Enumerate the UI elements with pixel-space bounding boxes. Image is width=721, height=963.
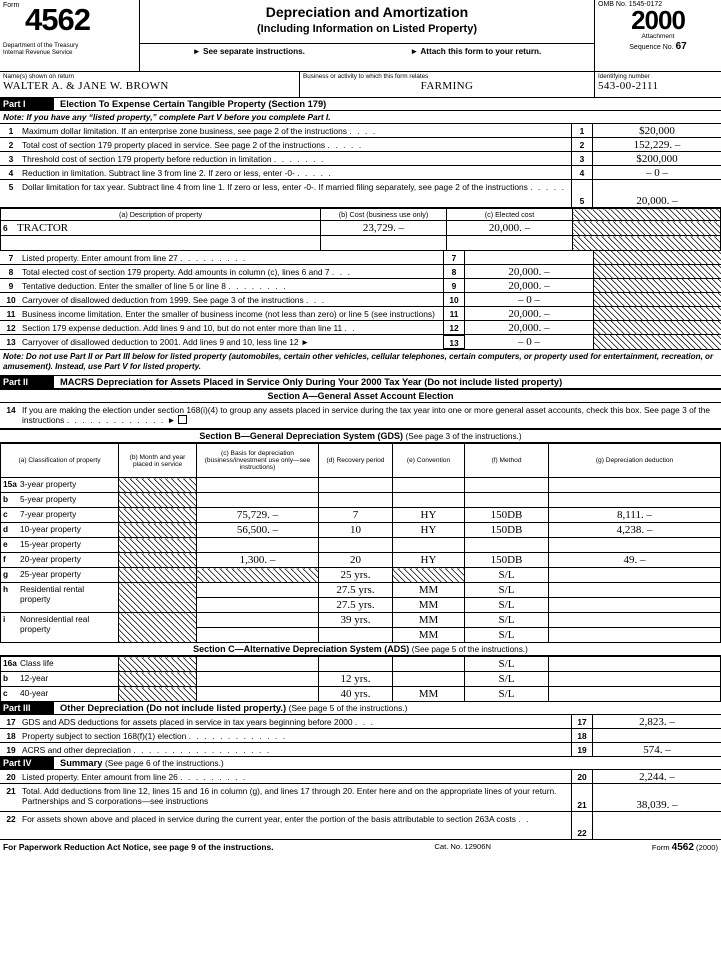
line-21-amount[interactable]: 38,039. – bbox=[636, 799, 678, 811]
row-15g-month-year bbox=[119, 568, 197, 583]
property-row[interactable] bbox=[1, 236, 721, 251]
row-15d-basis[interactable]: 56,500. – bbox=[197, 523, 319, 538]
taxpayer-name-label: Name(s) shown on return bbox=[3, 73, 75, 80]
part-1-bar bbox=[0, 98, 721, 111]
line-17-amount[interactable]: 2,823. – bbox=[639, 716, 675, 728]
row-15g-deduction[interactable] bbox=[549, 568, 721, 583]
table-row[interactable] bbox=[1, 613, 721, 628]
line-14-text: If you are making the election under section 168(i)(4) to group any assets placed in service during the tax year into one or more general asset accounts, check this box. See page 3 of the instructions . . . . . . . . . . . . . ► bbox=[22, 404, 711, 425]
line-12-text: Section 179 expense deduction. Add lines 9 and 10, but do not enter more than line 11 . . bbox=[22, 322, 357, 333]
form-title-block bbox=[140, 0, 595, 71]
part-2-title: MACRS Depreciation for Assets Placed in Service Only During Your 2000 Tax Year (Do not include listed property) bbox=[60, 376, 563, 387]
row-16c-deduction[interactable] bbox=[549, 687, 721, 702]
col-a-header: (a) Description of property bbox=[1, 209, 321, 221]
shaded-cell bbox=[593, 321, 721, 334]
catalog-number: Cat. No. 12906N bbox=[434, 842, 491, 851]
section-a-label: Section A—General Asset Account Election bbox=[0, 389, 721, 403]
row-15a-basis[interactable] bbox=[197, 478, 319, 493]
part-4-title: Summary (See page 6 of the instructions.) bbox=[60, 758, 224, 768]
row-16c-month-year bbox=[119, 687, 197, 702]
row-16a-month-year bbox=[119, 657, 197, 672]
dept-line-1: Department of the Treasury bbox=[3, 42, 79, 49]
row-15c-month-year bbox=[119, 508, 197, 523]
row-16b-label: b 12-year bbox=[1, 672, 119, 687]
section-b-table bbox=[0, 443, 721, 643]
row-16a-basis[interactable] bbox=[197, 657, 319, 672]
taxpayer-name-value: WALTER A. & JANE W. BROWN bbox=[3, 80, 169, 92]
row-16a-label: 16a Class life bbox=[1, 657, 119, 672]
part-3-bar bbox=[0, 702, 721, 715]
line-13-number: 13 bbox=[6, 336, 16, 347]
identifying-number-value: 543-00-2111 bbox=[598, 80, 659, 92]
line-1-text: Maximum dollar limitation. If an enterprise zone business, see page 2 of the instructions . . . . bbox=[22, 125, 377, 136]
row-15b-label: b 5-year property bbox=[1, 493, 119, 508]
line-3 bbox=[0, 152, 721, 166]
line-5 bbox=[0, 180, 721, 208]
row-16c-label: c 40-year bbox=[1, 687, 119, 702]
row-15i-convention[interactable]: MM bbox=[393, 613, 465, 628]
property-row-2-elected[interactable] bbox=[447, 236, 573, 251]
part-1-lines-1-5 bbox=[0, 124, 721, 208]
line-9 bbox=[0, 279, 721, 293]
line-13-amount[interactable]: – 0 – bbox=[518, 336, 540, 348]
line-2-box: 2 bbox=[571, 138, 593, 151]
table-row[interactable] bbox=[1, 672, 721, 687]
row-16a-period[interactable] bbox=[319, 657, 393, 672]
row-15e-month-year bbox=[119, 538, 197, 553]
line-10-text: Carryover of disallowed deduction from 1999. See page 3 of the instructions . . . bbox=[22, 294, 326, 305]
line-20-text: Listed property. Enter amount from line 26 . . . . . . . . . bbox=[22, 771, 247, 782]
line-2-amount[interactable]: 152,229. – bbox=[633, 139, 681, 151]
table-row[interactable] bbox=[1, 657, 721, 672]
line-5-box: 5 bbox=[571, 180, 593, 207]
taxpayer-name-field[interactable] bbox=[0, 72, 300, 97]
row-16a-deduction[interactable] bbox=[549, 657, 721, 672]
form-title: Depreciation and Amortization bbox=[265, 4, 469, 20]
table-row[interactable] bbox=[1, 478, 721, 493]
row-15c-deduction[interactable]: 8,111. – bbox=[549, 508, 721, 523]
row-15f-basis[interactable]: 1,300. – bbox=[197, 553, 319, 568]
row-15d-month-year bbox=[119, 523, 197, 538]
business-activity-value: FARMING bbox=[420, 80, 474, 92]
line-20-number: 20 bbox=[6, 771, 16, 782]
line-7-box: 7 bbox=[443, 251, 465, 264]
shaded-cell bbox=[593, 265, 721, 278]
row-15i2-convention[interactable]: MM bbox=[393, 628, 465, 643]
identifying-number-field[interactable] bbox=[595, 72, 721, 97]
shaded-cell bbox=[593, 279, 721, 292]
line-7-text: Listed property. Enter amount from line 27 . . . . . . . . . bbox=[22, 252, 247, 263]
row-15c-convention[interactable]: HY bbox=[393, 508, 465, 523]
line-4-amount[interactable]: – 0 – bbox=[646, 167, 668, 179]
col-f-header: (f) Method bbox=[465, 444, 549, 478]
line-8 bbox=[0, 265, 721, 279]
line-20-box: 20 bbox=[571, 770, 593, 783]
part-1-tag: Part I bbox=[0, 98, 54, 110]
property-row-1-cost[interactable]: 23,729. – bbox=[321, 221, 447, 236]
row-15f-method[interactable]: 150DB bbox=[465, 553, 549, 568]
line-18-amount[interactable] bbox=[593, 729, 721, 742]
row-16c-convention[interactable]: MM bbox=[393, 687, 465, 702]
line-21 bbox=[0, 784, 721, 812]
section-c-table bbox=[0, 656, 721, 702]
col-b-header: (b) Month and year placed in service bbox=[119, 444, 197, 478]
line-18-text: Property subject to section 168(f)(1) election . . . . . . . . . . . . . bbox=[22, 730, 287, 741]
line-2 bbox=[0, 138, 721, 152]
line-9-amount[interactable]: 20,000. – bbox=[508, 280, 550, 292]
shaded-cell bbox=[593, 293, 721, 306]
line-8-number: 8 bbox=[8, 266, 14, 277]
row-15a-method[interactable] bbox=[465, 478, 549, 493]
row-15e-deduction[interactable] bbox=[549, 538, 721, 553]
row-16b-basis[interactable] bbox=[197, 672, 319, 687]
part-4-tag: Part IV bbox=[0, 757, 54, 769]
row-15h-label: h Residential rental property bbox=[1, 583, 119, 613]
line-18-box: 18 bbox=[571, 729, 593, 742]
line-9-number: 9 bbox=[8, 280, 14, 291]
business-activity-field[interactable] bbox=[300, 72, 595, 97]
line-22-box: 22 bbox=[571, 812, 593, 839]
identifying-number-label: Identifying number bbox=[598, 73, 650, 80]
line-3-box: 3 bbox=[571, 152, 593, 165]
row-15i2-deduction[interactable] bbox=[549, 628, 721, 643]
row-15h2-deduction[interactable] bbox=[549, 598, 721, 613]
row-15h2-period[interactable]: 27.5 yrs. bbox=[319, 598, 393, 613]
tax-year: 2000 bbox=[631, 5, 685, 35]
attachment-label: Attachment bbox=[641, 33, 675, 40]
line-11-number: 11 bbox=[6, 308, 16, 319]
omb-block bbox=[595, 0, 721, 71]
line-2-text: Total cost of section 179 property placed in service. See page 2 of the instructions . . . . . bbox=[22, 139, 363, 150]
part-3-tag: Part III bbox=[0, 702, 54, 714]
line-21-text: Total. Add deductions from line 12, lines 15 and 16 in column (g), and lines 17 through 20. Enter here and on the appropriate lines of your return. Partnerships and S corporations—see instructions bbox=[22, 785, 557, 806]
table-row[interactable] bbox=[1, 687, 721, 702]
part-2-bar bbox=[0, 376, 721, 390]
row-15h2-basis[interactable] bbox=[197, 598, 319, 613]
row-15i-basis[interactable] bbox=[197, 613, 319, 628]
line-20-amount[interactable]: 2,244. – bbox=[639, 771, 675, 783]
row-15b-month-year bbox=[119, 493, 197, 508]
form-header bbox=[0, 0, 721, 72]
row-15a-deduction[interactable] bbox=[549, 478, 721, 493]
row-15a-month-year bbox=[119, 478, 197, 493]
table-row[interactable] bbox=[1, 538, 721, 553]
line-17-number: 17 bbox=[6, 716, 16, 727]
form-identifier-block bbox=[0, 0, 140, 71]
line-19-box: 19 bbox=[571, 743, 593, 756]
row-15i2-period[interactable] bbox=[319, 628, 393, 643]
business-activity-label: Business or activity to which this form relates bbox=[303, 73, 429, 80]
form-subtitle: (Including Information on Listed Property) bbox=[257, 23, 477, 35]
row-15d-label: d 10-year property bbox=[1, 523, 119, 538]
line-19-number: 19 bbox=[6, 744, 16, 755]
row-15c-period[interactable]: 7 bbox=[319, 508, 393, 523]
row-15i-method[interactable]: S/L bbox=[465, 613, 549, 628]
line-12 bbox=[0, 321, 721, 335]
table-row[interactable] bbox=[1, 508, 721, 523]
line-1-amount[interactable]: $20,000 bbox=[639, 125, 675, 137]
col-g-header: (g) Depreciation deduction bbox=[549, 444, 721, 478]
line-12-amount[interactable]: 20,000. – bbox=[508, 322, 550, 334]
line-5-number: 5 bbox=[8, 181, 14, 192]
line-17-box: 17 bbox=[571, 715, 593, 728]
col-e-header: (e) Convention bbox=[393, 444, 465, 478]
row-15d-deduction[interactable]: 4,238. – bbox=[549, 523, 721, 538]
line-10-amount[interactable]: – 0 – bbox=[518, 294, 540, 306]
line-9-text: Tentative deduction. Enter the smaller of line 5 or line 8 . . . . . . . . bbox=[22, 280, 288, 291]
row-15b-method[interactable] bbox=[465, 493, 549, 508]
property-row-2-desc[interactable] bbox=[1, 236, 321, 251]
col-c-header: (c) Elected cost bbox=[447, 209, 573, 221]
line-22-text: For assets shown above and placed in service during the current year, enter the portion of the basis attributable to section 263A costs . . bbox=[22, 813, 531, 824]
row-15b-period[interactable] bbox=[319, 493, 393, 508]
line-10-box: 10 bbox=[443, 293, 465, 306]
table-row[interactable] bbox=[1, 493, 721, 508]
row-15i-period[interactable]: 39 yrs. bbox=[319, 613, 393, 628]
part-1-lines-7-13 bbox=[0, 251, 721, 350]
row-16b-convention[interactable] bbox=[393, 672, 465, 687]
row-15f-deduction[interactable]: 49. – bbox=[549, 553, 721, 568]
row-15d-method[interactable]: 150DB bbox=[465, 523, 549, 538]
row-15b-convention[interactable] bbox=[393, 493, 465, 508]
line-19 bbox=[0, 743, 721, 757]
row-15h-month-year bbox=[119, 583, 197, 613]
line-1-number: 1 bbox=[8, 125, 14, 136]
row-15h-convention[interactable]: MM bbox=[393, 583, 465, 598]
line-1-box: 1 bbox=[571, 124, 593, 137]
row-15g-method[interactable]: S/L bbox=[465, 568, 549, 583]
part-4-bar bbox=[0, 757, 721, 770]
row-16a-convention[interactable] bbox=[393, 657, 465, 672]
row-15e-period[interactable] bbox=[319, 538, 393, 553]
shaded-cell bbox=[593, 251, 721, 264]
see-separate-instructions: ► See separate instructions. bbox=[192, 47, 305, 56]
line-13 bbox=[0, 335, 721, 350]
row-15i-month-year bbox=[119, 613, 197, 643]
line-5-text: Dollar limitation for tax year. Subtract line 4 from line 1. If zero or less, enter -0-. If married filing separately, see page 2 of the instructions . . . . . bbox=[22, 181, 566, 192]
part-2-tag: Part II bbox=[0, 376, 54, 389]
line-22-amount[interactable] bbox=[593, 812, 721, 839]
section-b-headers bbox=[1, 444, 721, 478]
line-8-text: Total elected cost of section 179 property. Add amounts in column (c), lines 6 and 7 . . . bbox=[22, 266, 352, 277]
sequence-number: 67 bbox=[675, 41, 687, 52]
part-3-title: Other Depreciation (Do not include listed property.) (See page 5 of the instructions.) bbox=[60, 703, 408, 713]
form-label: Form bbox=[3, 2, 20, 9]
sequence-label: Sequence No. bbox=[629, 44, 674, 51]
row-15h-basis[interactable] bbox=[197, 583, 319, 598]
property-table-headers bbox=[1, 209, 721, 221]
shaded-cell bbox=[573, 209, 721, 221]
line-14-number: 14 bbox=[6, 404, 16, 415]
row-15i-label: i Nonresidential real property bbox=[1, 613, 119, 643]
line-22 bbox=[0, 812, 721, 840]
line-7 bbox=[0, 251, 721, 265]
table-row[interactable] bbox=[1, 523, 721, 538]
col-d-header: (d) Recovery period bbox=[319, 444, 393, 478]
row-15d-convention[interactable]: HY bbox=[393, 523, 465, 538]
dept-line-2: Internal Revenue Service bbox=[3, 49, 73, 57]
property-row[interactable] bbox=[1, 221, 721, 236]
row-16b-month-year bbox=[119, 672, 197, 687]
row-15h2-method[interactable]: S/L bbox=[465, 598, 549, 613]
row-15f-convention[interactable]: HY bbox=[393, 553, 465, 568]
row-15g-period[interactable]: 25 yrs. bbox=[319, 568, 393, 583]
line-19-amount[interactable]: 574. – bbox=[643, 744, 671, 756]
line-8-amount[interactable]: 20,000. – bbox=[508, 266, 550, 278]
line-18 bbox=[0, 729, 721, 743]
property-row-2-cost[interactable] bbox=[321, 236, 447, 251]
line-3-text: Threshold cost of section 179 property before reduction in limitation . . . . . . . bbox=[22, 153, 325, 164]
line-21-number: 21 bbox=[6, 785, 16, 796]
line-13-box: 13 bbox=[443, 335, 465, 349]
col-b-header: (b) Cost (business use only) bbox=[321, 209, 447, 221]
line-4-box: 4 bbox=[571, 166, 593, 179]
shaded-cell bbox=[573, 236, 721, 251]
row-15h-method[interactable]: S/L bbox=[465, 583, 549, 598]
section-c-label: Section C—Alternative Depreciation System (ADS) (See page 5 of the instructions.) bbox=[0, 643, 721, 656]
part-1-note: Note: If you have any “listed property,” complete Part V before you complete Part I. bbox=[0, 111, 721, 124]
line-17-text: GDS and ADS deductions for assets placed in service in tax years beginning before 2000 . . . bbox=[22, 716, 375, 727]
taxpayer-row bbox=[0, 72, 721, 98]
general-asset-account-checkbox[interactable] bbox=[178, 415, 187, 424]
row-16b-period[interactable]: 12 yrs. bbox=[319, 672, 393, 687]
line-4 bbox=[0, 166, 721, 180]
line-3-number: 3 bbox=[8, 153, 14, 164]
line-22-number: 22 bbox=[6, 813, 16, 824]
row-15h-period[interactable]: 27.5 yrs. bbox=[319, 583, 393, 598]
part-1-title: Election To Expense Certain Tangible Property (Section 179) bbox=[60, 99, 327, 109]
row-15b-basis[interactable] bbox=[197, 493, 319, 508]
row-15d-period[interactable]: 10 bbox=[319, 523, 393, 538]
row-16b-deduction[interactable] bbox=[549, 672, 721, 687]
line-11 bbox=[0, 307, 721, 321]
row-15c-basis[interactable]: 75,729. – bbox=[197, 508, 319, 523]
row-15a-period[interactable] bbox=[319, 478, 393, 493]
row-15g-convention bbox=[393, 568, 465, 583]
line-10 bbox=[0, 293, 721, 307]
line-19-text: ACRS and other depreciation . . . . . . . . . . . . . . . . . . bbox=[22, 744, 271, 755]
line-9-box: 9 bbox=[443, 279, 465, 292]
row-15e-convention[interactable] bbox=[393, 538, 465, 553]
row-15b-deduction[interactable] bbox=[549, 493, 721, 508]
line-21-box: 21 bbox=[571, 784, 593, 811]
line-17 bbox=[0, 715, 721, 729]
line-13-text: Carryover of disallowed deduction to 2001. Add lines 9 and 10, less line 12 ► bbox=[22, 336, 310, 347]
section-179-property-table bbox=[0, 208, 721, 251]
line-4-number: 4 bbox=[8, 167, 14, 178]
line-7-number: 7 bbox=[8, 252, 14, 263]
form-footer bbox=[0, 840, 721, 853]
row-15c-label: c 7-year property bbox=[1, 508, 119, 523]
line-4-text: Reduction in limitation. Subtract line 3 from line 2. If zero or less, enter -0- . . . . . bbox=[22, 167, 333, 178]
table-row[interactable] bbox=[1, 583, 721, 598]
line-7-amount[interactable] bbox=[465, 251, 593, 264]
row-15e-method[interactable] bbox=[465, 538, 549, 553]
line-1 bbox=[0, 124, 721, 138]
row-15f-label: f 20-year property bbox=[1, 553, 119, 568]
row-16b-method[interactable]: S/L bbox=[465, 672, 549, 687]
row-15a-convention[interactable] bbox=[393, 478, 465, 493]
shaded-cell bbox=[573, 221, 721, 236]
line-11-text: Business income limitation. Enter the smaller of business income (not less than zero) or line 5 (see instructions) bbox=[22, 308, 435, 319]
row-15i2-method[interactable]: S/L bbox=[465, 628, 549, 643]
attach-to-return: ► Attach this form to your return. bbox=[410, 47, 542, 56]
row-15e-basis[interactable] bbox=[197, 538, 319, 553]
omb-number: OMB No. 1545-0172 bbox=[598, 1, 663, 8]
row-16c-basis[interactable] bbox=[197, 687, 319, 702]
row-16a-method[interactable]: S/L bbox=[465, 657, 549, 672]
line-10-number: 10 bbox=[6, 294, 16, 305]
line-12-box: 12 bbox=[443, 321, 465, 334]
line-12-number: 12 bbox=[6, 322, 16, 333]
shaded-cell bbox=[593, 307, 721, 320]
row-15f-month-year bbox=[119, 553, 197, 568]
line-14 bbox=[0, 403, 721, 429]
line-5-amount[interactable]: 20,000. – bbox=[636, 195, 678, 207]
table-row[interactable] bbox=[1, 568, 721, 583]
line-3-amount[interactable]: $200,000 bbox=[636, 153, 678, 165]
footer-form-id: Form 4562 (2000) bbox=[651, 842, 718, 853]
paperwork-notice: For Paperwork Reduction Act Notice, see page 9 of the instructions. bbox=[3, 842, 274, 852]
row-15i-deduction[interactable] bbox=[549, 613, 721, 628]
row-15e-label: e 15-year property bbox=[1, 538, 119, 553]
line-14-arrow: ► bbox=[167, 414, 176, 425]
row-15h2-convention[interactable]: MM bbox=[393, 598, 465, 613]
part-1-bottom-note: Note: Do not use Part II or Part III below for listed property (automobiles, certain other vehicles, cellular telephones, certain computers, or property used for entertainment, recreation, or amusement). Instead, use Part V for listed property. bbox=[0, 350, 721, 376]
row-15i2-basis[interactable] bbox=[197, 628, 319, 643]
form-number: 4562 bbox=[25, 2, 90, 37]
line-8-box: 8 bbox=[443, 265, 465, 278]
property-row-1-elected[interactable]: 20,000. – bbox=[447, 221, 573, 236]
line-11-amount[interactable]: 20,000. – bbox=[508, 308, 550, 320]
col-c-header: (c) Basis for depreciation (business/investment use only—see instructions) bbox=[197, 444, 319, 478]
line-20 bbox=[0, 770, 721, 784]
row-16c-period[interactable]: 40 yrs. bbox=[319, 687, 393, 702]
table-row[interactable] bbox=[1, 553, 721, 568]
row-16c-method[interactable]: S/L bbox=[465, 687, 549, 702]
line-11-box: 11 bbox=[443, 307, 465, 320]
property-row-1-desc[interactable]: 6 TRACTOR bbox=[1, 221, 321, 236]
row-15g-basis bbox=[197, 568, 319, 583]
line-2-number: 2 bbox=[8, 139, 14, 150]
row-15g-label: g 25-year property bbox=[1, 568, 119, 583]
section-b-label: Section B—General Depreciation System (GDS) (See page 3 of the instructions.) bbox=[0, 429, 721, 443]
row-15h-deduction[interactable] bbox=[549, 583, 721, 598]
row-15a-label: 15a 3-year property bbox=[1, 478, 119, 493]
col-a-header: (a) Classification of property bbox=[1, 444, 119, 478]
row-15f-period[interactable]: 20 bbox=[319, 553, 393, 568]
row-15c-method[interactable]: 150DB bbox=[465, 508, 549, 523]
line-18-number: 18 bbox=[6, 730, 16, 741]
shaded-cell bbox=[593, 335, 721, 349]
